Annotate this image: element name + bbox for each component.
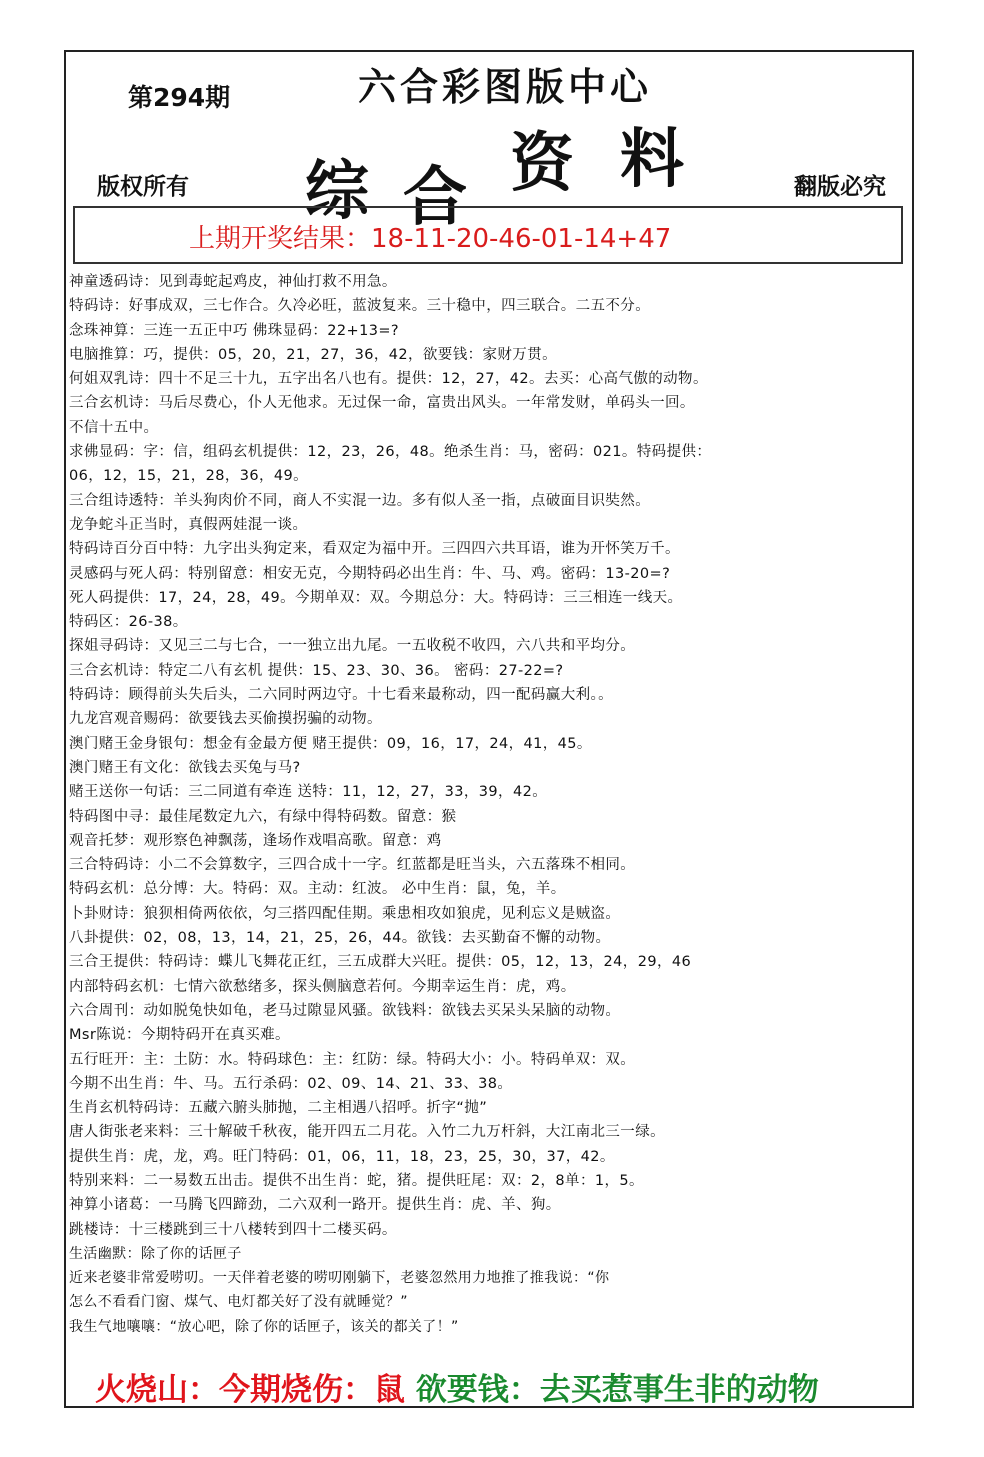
footer-part-1: 火烧山：今期烧伤： xyxy=(95,1372,374,1408)
text-line: 三合玄机诗：马后尽费心，仆人无他求。无过保一命，富贵出风头。一年常发财，单码头一回。 xyxy=(69,395,695,412)
text-line: 特码诗：顾得前头失后头，二六同时两边守。十七看来最称动，四一配码赢大利。。 xyxy=(69,687,614,704)
text-line: 特别来料：二一易数五出击。提供不出生肖：蛇，猪。提供旺尾：双：2，8单：1，5。 xyxy=(69,1172,644,1189)
main-title-char-2: 合 xyxy=(403,160,467,235)
text-line: 五行旺开：主：土防：水。特码球色：主：红防：绿。特码大小：小。特码单双：双。 xyxy=(69,1051,636,1068)
main-title-char-3: 资 xyxy=(510,126,574,201)
text-line: 探姐寻码诗：又见三二与七合，一一独立出九尾。一五收税不收四，六八共和平均分。 xyxy=(69,638,636,655)
text-line: 电脑推算：巧，提供：05，20，21，27，36，42，欲要钱：家财万贯。 xyxy=(69,346,558,363)
text-line: 特码区：26-38。 xyxy=(69,614,188,631)
text-line: 灵感码与死人码：特别留意：相安无克，今期特码必出生肖：牛、马、鸡。密码：13-20=? xyxy=(69,565,671,582)
text-line: 唐人街张老来料：三十解破千秋夜，能开四五二月花。入竹二九万杆斜，大江南北三一绿。 xyxy=(69,1124,665,1141)
text-line: 三合组诗透特：羊头狗肉价不同，商人不实混一边。多有似人圣一指，点破面目识奘然。 xyxy=(69,492,651,509)
footer-part-3: 欲要钱：去买惹事生非的动物 xyxy=(415,1372,819,1408)
copyright-note: 版权所有 xyxy=(97,173,189,200)
footer-banner xyxy=(95,1364,819,1409)
text-line: 特码图中寻：最佳尾数定九六，有绿中得特码数。留意：猴 xyxy=(69,808,457,825)
text-line: Msr陈说：今期特码开在真买难。 xyxy=(69,1027,290,1044)
text-line: 三合特码诗：小二不会算数字，三四合成十一字。红蓝都是旺当头，六五落珠不相同。 xyxy=(69,857,636,874)
text-line: 卜卦财诗：狼狈相倚两依依，匀三搭四配佳期。乘患相攻如狼虎，见利忘义是贼盗。 xyxy=(69,905,621,922)
text-line: 观音托梦：观形察色神飘荡，逢场作戏唱高歌。留意：鸡 xyxy=(69,832,442,849)
text-line: 特码玄机：总分博：大。特码：双。主动：红波。 必中生肖：鼠，兔，羊。 xyxy=(69,881,566,898)
text-line: 何姐双乳诗：四十不足三十九，五字出名八也有。提供：12，27，42。去买：心高气傲的动物。 xyxy=(69,371,708,388)
text-line: 三合王提供：特码诗：蝶儿飞舞花正红，三五成群大兴旺。提供：05，12，13，24，29，46 xyxy=(69,954,692,971)
text-line: 澳门赌王金身银句：想金有金最方便 赌王提供：09，16，17，24，41，45。 xyxy=(69,735,592,752)
text-line: 死人码提供：17，24，28，49。今期单双：双。今期总分：大。特码诗：三三相连一线天。 xyxy=(69,589,683,606)
text-line: 龙争蛇斗正当时，真假两娃混一谈。 xyxy=(69,516,308,533)
text-line: 06，12，15，21，28，36，49。 xyxy=(69,468,309,485)
text-line: 怎么不看看门窗、煤气、电灯都关好了没有就睡觉？” xyxy=(69,1294,408,1311)
text-line: 八卦提供：02，08，13，14，21，25，26，44。欲钱：去买勤奋不懈的动物。 xyxy=(69,930,611,947)
text-line: 不信十五中。 xyxy=(69,419,159,436)
last-result-box xyxy=(73,206,903,264)
text-line: 生肖玄机特码诗：五藏六腑头肺抛，二主相遇八招呼。折字“抛” xyxy=(69,1100,488,1117)
text-line: 六合周刊：动如脱兔快如龟，老马过隙显风骚。欲钱料：欲钱去买呆头呆脑的动物。 xyxy=(69,1002,621,1019)
text-line: 提供生肖：虎，龙，鸡。旺门特码：01，06，11，18，23，25，30，37，42。 xyxy=(69,1148,615,1165)
text-line: 念珠神算：三连一五正中巧 佛珠显码：22+13=? xyxy=(69,322,400,339)
last-result-line xyxy=(189,218,671,255)
last-result-label: 上期开奖结果： xyxy=(189,224,372,254)
text-line: 赌王送你一句话：三二同道有牵连 送特：11，12，27，33，39，42。 xyxy=(69,784,548,801)
brand-title: 六合彩图版中心 xyxy=(358,64,653,109)
text-line: 今期不出生肖：牛、马。五行杀码：02、09、14、21、33、38。 xyxy=(69,1075,513,1092)
text-line: 近来老婆非常爱唠叨。一天伴着老婆的唠叨刚躺下，老婆忽然用力地推了推我说：“你 xyxy=(69,1270,610,1287)
text-line: 跳楼诗：十三楼跳到三十八楼转到四十二楼买码。 xyxy=(69,1221,397,1238)
main-title-char-4: 料 xyxy=(620,122,684,197)
text-line: 生活幽默：除了你的话匣子 xyxy=(69,1245,242,1262)
text-line: 特码诗百分百中特：九字出头狗定来，看双定为福中开。三四四六共耳语，谁为开怀笑万千。 xyxy=(69,541,680,558)
footer-zodiac: 鼠 xyxy=(374,1372,405,1408)
piracy-note: 翻版必究 xyxy=(794,173,886,200)
text-line: 特码诗：好事成双，三七作合。久冷必旺，蓝波复来。三十稳中，四三联合。二五不分。 xyxy=(69,298,651,315)
text-line: 澳门赌王有文化：欲钱去买兔与马? xyxy=(69,759,301,776)
text-line: 神童透码诗：见到毒蛇起鸡皮，神仙打救不用急。 xyxy=(69,274,397,290)
tips-content xyxy=(69,270,899,1339)
last-result-numbers: 18-11-20-46-01-14+47 xyxy=(371,224,672,254)
text-line: 三合玄机诗：特定二八有玄机 提供：15、23、30、36。 密码：27-22=? xyxy=(69,662,564,679)
text-line: 内部特码玄机：七情六欲愁绪多，探头侧脑意若何。今期幸运生肖：虎，鸡。 xyxy=(69,978,576,995)
text-line: 求佛显码：字：信，组码玄机提供：12，23，26，48。绝杀生肖：马，密码：021。特码提供： xyxy=(69,444,712,461)
main-title-char-1: 综 xyxy=(305,154,369,229)
issue-number: 第294期 xyxy=(128,83,231,112)
main-title xyxy=(305,118,725,235)
text-line: 九龙宫观音赐码：欲要钱去买偷摸拐骗的动物。 xyxy=(69,711,382,728)
text-line: 神算小诸葛：一马腾飞四蹄劲，二六双利一路开。提供生肖：虎、羊、狗。 xyxy=(69,1197,561,1214)
text-line: 我生气地嚷嚷：“放心吧，除了你的话匣子，该关的都关了！” xyxy=(69,1318,459,1335)
